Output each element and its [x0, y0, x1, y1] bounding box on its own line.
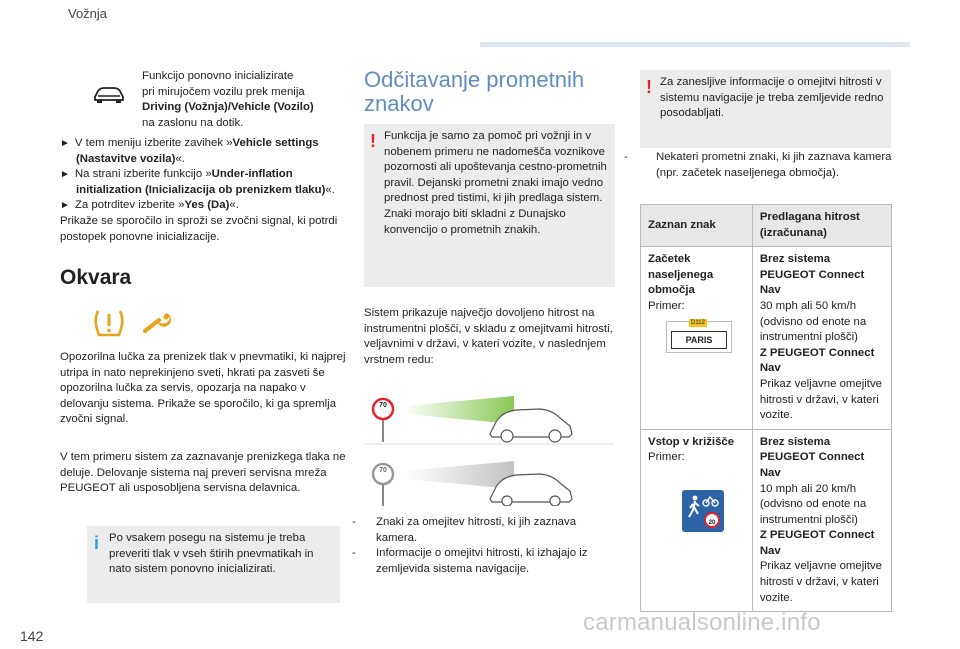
- wrench-icon: [142, 311, 172, 342]
- fault-paragraph-2: V tem primeru sistem za zaznavanje prenizkega tlaka ne deluje. Delovanje sistema naj preveri servisna mreža PEUGEOT ali usposobljena servisna delavnica.: [60, 451, 346, 495]
- middle-list: - Znaki za omejitev hitrosti, ki jih zaznava kamera. - Informacije o omejitvi hitrosti, ki izhajajo iz zemljevida sistema navigacije.: [352, 516, 588, 575]
- middle-body: Sistem prikazuje največjo dovoljeno hitrost na instrumentni plošči, v skladu z omejitvami hitrosti, veljavnimi v državi, v kateri vozite, v naslednjem vrstnem redu:: [364, 307, 613, 366]
- table-row: Vstop v križišče Primer: 20 Brez sistema PEUGEOT Connect Nav 10 mph ali 20 km/h (odvisno od enote na instrumentni plošči) Z PEUGEOT Connect Nav Prikaz veljavne omejitve hitrosti v državi, v kateri vozite.: [641, 429, 892, 612]
- fault-title: Okvara: [60, 266, 132, 289]
- warning-box: ! Funkcija je samo za pomoč pri vožnji in v nobenem primeru ne nadomešča voznikove pozornosti ali upoštevanja cestno-prometnih pravil. Dejanski prometni znaki imajo vedno prednost pred tistimi, ki jih predlaga sistem. Znaki morajo biti skladni z Dunajsko konvencijo o prometnih znakih.: [364, 124, 615, 287]
- right-list: - Nekateri prometni znaki, ki jih zaznava kamera (npr. začetek naseljenega območja).: [624, 151, 892, 179]
- reset-steps: ► V tem meniju izberite zavihek »Vehicle settings (Nastavitve vozila)«. ► Na strani izberite funkcijo »Under-inflation initialization (Inicializacija ob prenizkem tlaku)«. ► Za potrditev izberite »Yes (Da)«. Prikaže se sporočilo in sproži se zvočni signal, ki potrdi postopek ponovne inicializacije.: [60, 137, 338, 243]
- list-item: Informacije o omejitvi hitrosti, ki izhajajo iz zemljevida sistema navigacije.: [376, 547, 588, 575]
- fault-paragraph-1: Opozorilna lučka za prenizek tlak v pnevmatiki, ki najprej utripa in nato neprekinjeno sveti, hkrati pa zasveti še opozorilna lučka za servis, opozarja na napako v delovanju sistema. Prikaže se sporočilo, ki ga spremlja zvočni signal.: [60, 351, 346, 426]
- info-icon: i: [94, 533, 100, 553]
- watermark: carmanualsonline.info: [583, 609, 821, 636]
- header-bar: [480, 42, 910, 47]
- table-header: Zaznan znak: [641, 205, 753, 247]
- reset-intro: Funkcijo ponovno inicializirate pri mirujočem vozilu prek menija Driving (Vožnja)/Vehicle (Vozilo) na zaslonu na dotik.: [142, 70, 314, 129]
- list-item: Nekateri prometni znaki, ki jih zaznava kamera (npr. začetek naseljenega območja).: [656, 151, 892, 179]
- town-sign-icon: D112 PARIS: [666, 321, 732, 353]
- info-box: i Po vsakem posegu na sistemu je treba preveriti tlak v vseh štirih pnevmatikah in nato sistem ponovno inicializirati.: [87, 526, 340, 603]
- list-item: Znaki za omejitev hitrosti, ki jih zaznava kamera.: [376, 516, 577, 544]
- section-header: Vožnja: [68, 6, 108, 21]
- speed-sign-illustration: [364, 382, 614, 511]
- page-number: 142: [20, 628, 44, 644]
- warning-icon: !: [646, 77, 652, 97]
- warning-icon: !: [370, 131, 376, 151]
- section-title: Odčitavanje prometnih znakov: [364, 67, 585, 116]
- tyre-warning-icon: [92, 307, 126, 344]
- table-row: Začetek naseljenega območja Primer: D112 PARIS Brez sistema PEUGEOT Connect Nav 30 mph ali 50 km/h (odvisno od enote na instrumentni plošči) Z PEUGEOT Connect Nav Prikaz veljavne omejitve hitrosti v državi, v kateri vozite.: [641, 247, 892, 430]
- navigation-warning-box: ! Za zanesljive informacije o omejitvi hitrosti v sistemu navigacije je treba zemljevide redno posodabljati.: [640, 70, 891, 148]
- speed-sign-value-bottom: 70: [379, 467, 387, 474]
- car-icon: [92, 84, 126, 109]
- shared-zone-sign-icon: 20: [682, 490, 724, 532]
- signs-table: [640, 204, 892, 612]
- speed-sign-value-top: 70: [379, 402, 387, 409]
- table-header: Predlagana hitrost (izračunana): [752, 205, 891, 247]
